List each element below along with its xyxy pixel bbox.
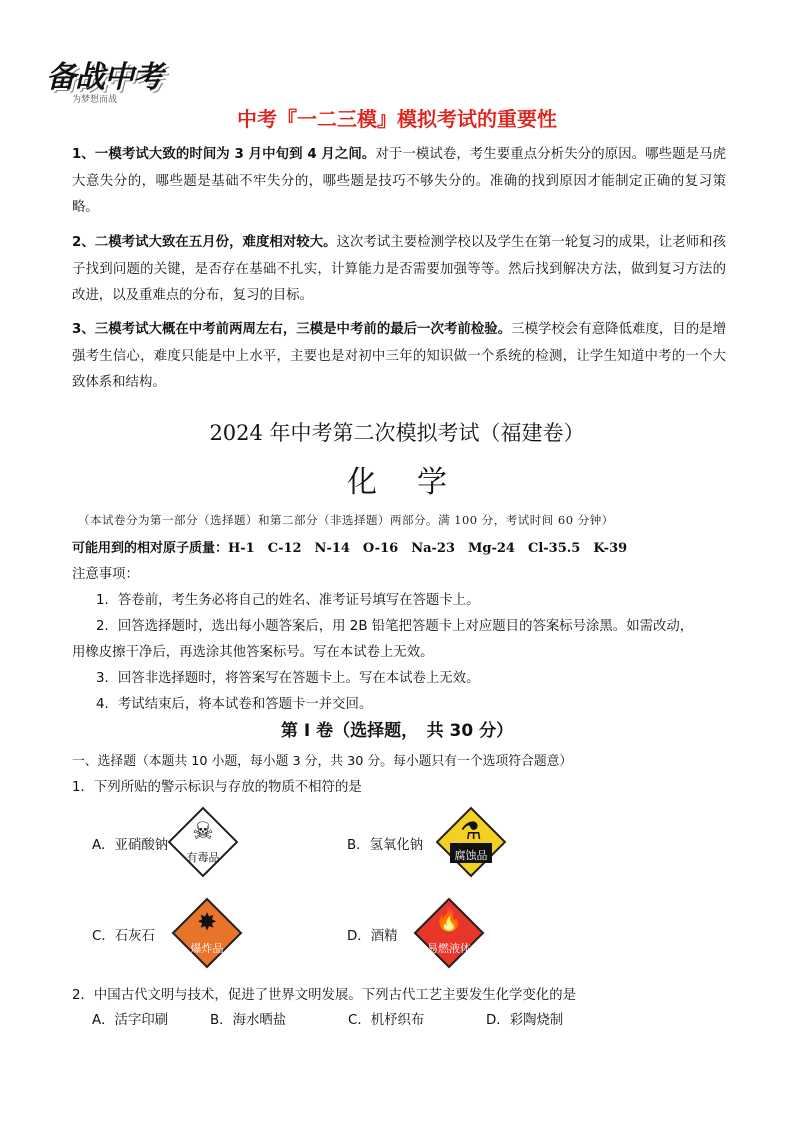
notice-2: 2．回答选择题时，选出每小题答案后，用 2B 铅笔把答题卡上对应题目的答案标号涂黑。如需改动， — [96, 619, 694, 634]
explosive-sign — [172, 898, 242, 968]
subject-title: 化学 — [347, 465, 487, 500]
logo-tagline: 为梦想而战 — [72, 95, 118, 105]
explosion-icon: ✸ — [196, 908, 218, 936]
exam-title: 2024 年中考第二次模拟考试（福建卷） — [209, 421, 585, 445]
atomic-masses: 可能用到的相对原子质量：H-1 C-12 N-14 O-16 Na-23 Mg-24 Cl-35.5 K-39 — [72, 541, 628, 556]
toxic-sign-label: 有毒品 — [186, 851, 220, 864]
notice-3: 3．回答非选择题时，将答案写在答题卡上。写在本试卷上无效。 — [96, 671, 480, 686]
section-title: 第 I 卷（选择题， 共 30 分） — [280, 721, 514, 741]
mc-header: 一、选择题（本题共 10 小题，每小题 3 分，共 30 分。每小题只有一个选项符合题意） — [72, 754, 573, 769]
notice-title: 注意事项： — [72, 567, 139, 582]
q2-option-c: C．机杼织布 — [348, 1013, 425, 1028]
notice-1: 1．答卷前，考生务必将自己的姓名、准考证号填写在答题卡上。 — [96, 593, 480, 608]
q2-option-d: D．彩陶烧制 — [486, 1013, 564, 1028]
intro-paragraph-3 — [72, 317, 726, 397]
flammable-sign-label: 易燃液体 — [427, 942, 471, 955]
q1-option-a: A．亚硝酸钠 — [92, 838, 169, 853]
explosive-sign-label: 爆炸品 — [190, 942, 224, 955]
corrosive-sign-label: 腐蚀品 — [454, 849, 488, 862]
q1-option-c: C．石灰石 — [92, 929, 155, 944]
corrosive-sign — [436, 807, 506, 877]
q2-stem: 2．中国古代文明与技术，促进了世界文明发展。下列古代工艺主要发生化学变化的是 — [72, 988, 576, 1003]
skull-icon: ☠ — [192, 817, 214, 845]
notice-2-cont: 用橡皮擦干净后，再选涂其他答案标号。写在本试卷上无效。 — [72, 645, 434, 660]
q1-option-b: B．氢氧化钠 — [347, 838, 424, 853]
q1-option-d: D．酒精 — [347, 929, 398, 944]
notice-4: 4．考试结束后，将本试卷和答题卡一并交回。 — [96, 697, 373, 712]
toxic-sign — [168, 807, 238, 877]
intro-2-text: 这次考试主要检测学校以及学生在第一轮复习的成果，让老师和孩子找到问题的关键，是否存在基础不扎实，计算能力是否需要加强等等。然后找到解决方法，做到复习方法的改进，以及重难点的分布，复习的目标。 — [72, 235, 726, 303]
flammable-sign — [414, 898, 484, 968]
flame-icon: 🔥 — [435, 908, 463, 933]
logo-brand: 备战中考 — [46, 60, 162, 95]
intro-2-bold: 2、二模考试大致在五月份，难度相对较大。 — [72, 235, 337, 250]
intro-1-bold: 1、一模考试大致的时间为 3 月中旬到 4 月之间。 — [72, 147, 376, 162]
q2-option-b: B．海水晒盐 — [210, 1013, 287, 1028]
q2-option-a: A．活字印刷 — [92, 1013, 169, 1028]
exam-note: （本试卷分为第一部分（选择题）和第二部分（非选择题）两部分。满 100 分，考试时间 60 分钟） — [78, 513, 614, 527]
intro-3-bold: 3、三模考试大概在中考前两周左右，三模是中考前的最后一次考前检验。 — [72, 322, 512, 337]
intro-3-text: 三模学校会有意降低难度，目的是增强考生信心，难度只能是中上水平，主要也是对初中三年的知识做一个系统的检测，让学生知道中考的一个大致体系和结构。 — [72, 322, 726, 390]
intro-1-text: 对于一模试卷，考生要重点分析失分的原因。哪些题是马虎大意失分的，哪些题是基础不牢失分的，哪些题是技巧不够失分的。准确的找到原因才能制定正确的复习策略。 — [72, 147, 727, 215]
q1-stem: 1．下列所贴的警示标识与存放的物质不相符的是 — [72, 780, 362, 795]
intro-paragraph-1 — [72, 142, 726, 222]
corrosion-icon: ⚗ — [460, 817, 482, 845]
intro-paragraph-2 — [72, 230, 726, 310]
banner-title: 中考『一二三模』模拟考试的重要性 — [237, 107, 557, 131]
